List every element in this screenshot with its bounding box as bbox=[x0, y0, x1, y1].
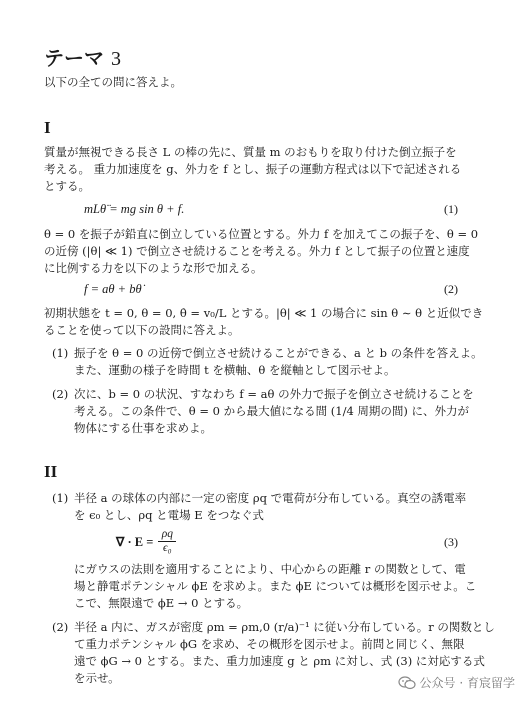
s1-p2-line2: の近傍 (|θ| ≪ 1) で倒立させ続けることを考える。外力 f として振子の位置と速度 bbox=[44, 244, 470, 258]
s1-q2-line2: 考える。この条件で、θ = 0 から最大値になる間 (1/4 周期の間) に、外力が bbox=[74, 404, 470, 418]
s1-p3-line2: ることを使って以下の設問に答えよ。 bbox=[44, 323, 240, 337]
s2-q2-number: (2) bbox=[52, 620, 69, 634]
s2-q1-line2: を ϵ₀ とし、ρq と電場 E をつなぐ式 bbox=[74, 508, 264, 522]
equation-2-number: (2) bbox=[444, 282, 458, 296]
s2-q1-line1: 半径 a の球体の内部に一定の密度 ρq で電荷が分布している。真空の誘電率 bbox=[74, 491, 467, 505]
s1-p1-line3: とする。 bbox=[44, 179, 90, 193]
s2-q1-number: (1) bbox=[52, 491, 69, 505]
equation-3-lhs: ∇ · E = bbox=[116, 534, 154, 549]
s1-q2-line3: 物体にする仕事を求めよ。 bbox=[74, 421, 212, 435]
s1-p2-line3: に比例する力を以下のような形で加える。 bbox=[44, 261, 263, 275]
title-number: 3 bbox=[110, 48, 121, 70]
equation-3-denominator: ϵ₀ bbox=[163, 542, 172, 554]
watermark-text: 公众号 · 育宸留学 bbox=[419, 676, 515, 690]
equation-1: mLθ̈ = mg sin θ + f. bbox=[84, 202, 185, 216]
s2-q2-line4: を示せ。 bbox=[74, 671, 120, 685]
s2-q1-line4: 場と静電ポテンシャル ϕE を求めよ。また ϕE については概形を図示せよ。こ bbox=[74, 579, 477, 593]
s1-q2-line1: 次に、b = 0 の状況、すなわち f = aθ の外力で振子を倒立させ続けることを bbox=[74, 387, 474, 401]
s1-p1-line2: 考える。 重力加速度を g、外力を f とし、振子の運動方程式は以下で記述される bbox=[44, 162, 462, 176]
intro-text: 以下の全ての問に答えよ。 bbox=[44, 75, 182, 89]
section-1-heading: I bbox=[44, 118, 51, 137]
s2-q1-line3: にガウスの法則を適用することにより、中心からの距離 r の関数として、電 bbox=[74, 562, 466, 576]
equation-2: f = aθ + bθ̇ bbox=[84, 282, 142, 296]
title-kana: テーマ bbox=[44, 46, 104, 70]
equation-3-numerator: ρq bbox=[161, 528, 174, 540]
watermark bbox=[398, 674, 515, 691]
equation-3-number: (3) bbox=[444, 535, 458, 549]
section-2-heading: II bbox=[44, 462, 58, 481]
s2-q1-line5: こで、無限遠で ϕE → 0 とする。 bbox=[74, 596, 249, 610]
equation-3-fraction bbox=[158, 528, 176, 555]
s1-q1-number: (1) bbox=[52, 346, 69, 360]
s2-q2-line2: て重力ポテンシャル ϕG を求め、その概形を図示せよ。前問と同じく、無限 bbox=[74, 637, 465, 651]
equation-1-number: (1) bbox=[444, 202, 458, 216]
equation-3 bbox=[116, 528, 176, 555]
s1-p2-line1: θ = 0 を振子が鉛直に倒立している位置とする。外力 f を加えてこの振子を、θ = 0 bbox=[44, 227, 479, 241]
s2-q2-line1: 半径 a 内に、ガスが密度 ρm = ρm,0 (r/a)⁻¹ に従い分布している。r の関数とし bbox=[74, 620, 495, 634]
wechat-icon bbox=[398, 676, 416, 690]
s1-q1-line2: また、運動の様子を時間 t を横軸、θ を縦軸として図示せよ。 bbox=[74, 363, 396, 377]
s1-q2-number: (2) bbox=[52, 387, 69, 401]
s1-q1-line1: 振子を θ = 0 の近傍で倒立させ続けることができる、a と b の条件を答えよ。 bbox=[74, 346, 483, 360]
s1-p1-line1: 質量が無視できる長さ L の棒の先に、質量 m のおもりを取り付けた倒立振子を bbox=[44, 145, 457, 159]
page-title bbox=[44, 42, 121, 71]
s2-q2-line3: 遠で ϕG → 0 とする。また、重力加速度 g と ρm に対し、式 (3) に対応する式 bbox=[74, 654, 485, 668]
s1-p3-line1: 初期状態を t = 0, θ = 0, θ̇ = v₀/L とする。|θ| ≪ 1 の場合に sin θ ∼ θ と近似でき bbox=[44, 306, 484, 320]
